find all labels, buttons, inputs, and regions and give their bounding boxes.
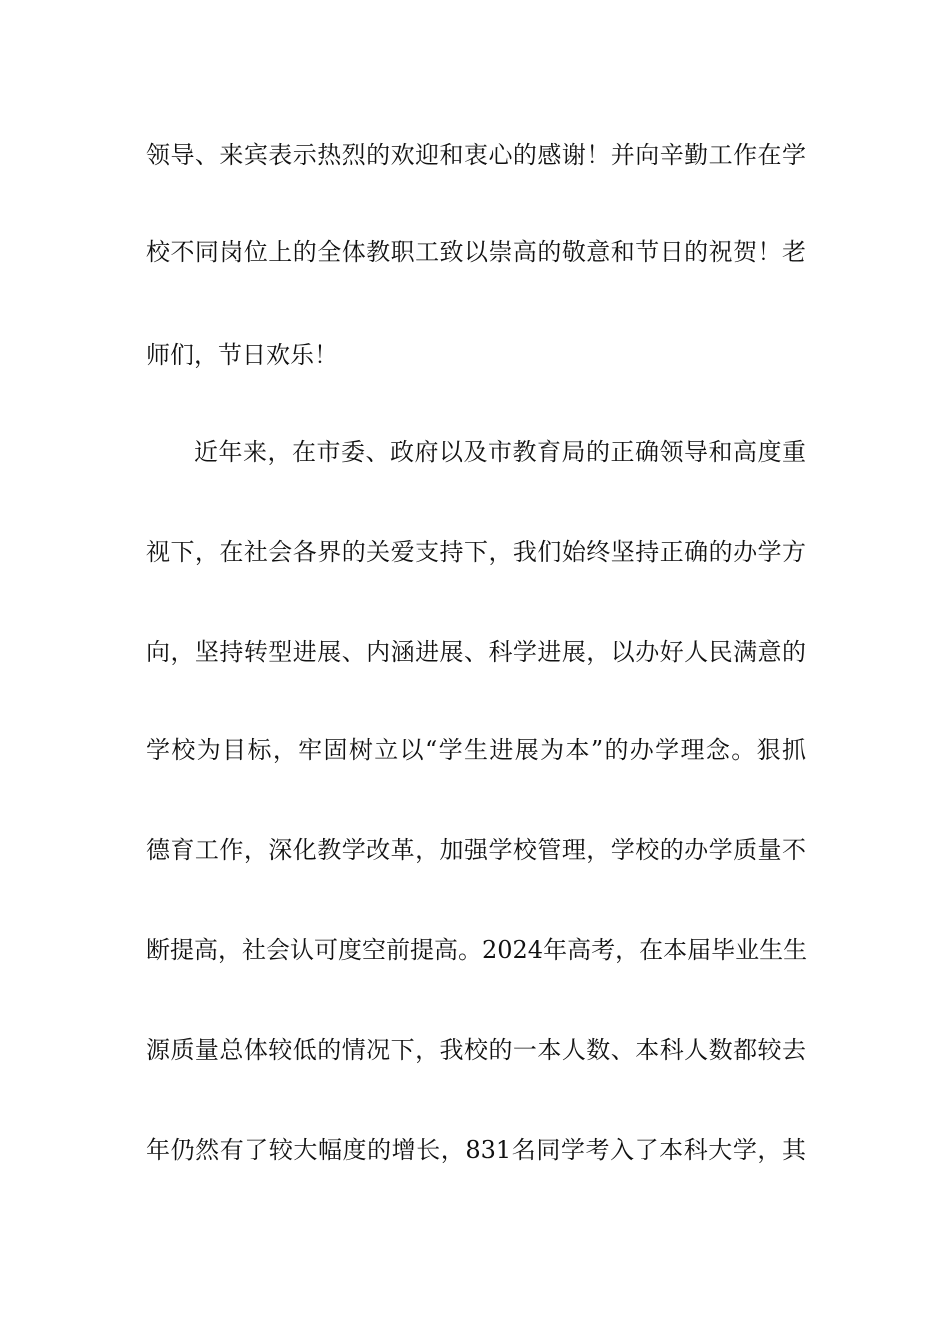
text-line-2: 校不同岗位上的全体教职工致以崇高的敬意和节日的祝贺！老	[146, 238, 806, 266]
text-line-7: 学校为目标，牢固树立以“学生进展为本”的办学理念。狠抓	[146, 736, 806, 764]
text-line-6: 向，坚持转型进展、内涵进展、科学进展，以办好人民满意的	[146, 638, 806, 666]
text-line-8: 德育工作，深化教学改革，加强学校管理，学校的办学质量不	[146, 836, 806, 864]
text-line-1: 领导、来宾表示热烈的欢迎和衷心的感谢！并向辛勤工作在学	[146, 141, 806, 169]
text-line-9: 断提高，社会认可度空前提高。2024年高考，在本届毕业生生	[146, 936, 808, 964]
text-line-5: 视下，在社会各界的关爱支持下，我们始终坚持正确的办学方	[146, 538, 806, 566]
text-line-10: 源质量总体较低的情况下，我校的一本人数、本科人数都较去	[146, 1036, 806, 1064]
text-line-11: 年仍然有了较大幅度的增长，831名同学考入了本科大学，其	[146, 1136, 806, 1164]
text-line-3: 师们，节日欢乐！	[146, 341, 338, 369]
text-line-4: 近年来，在市委、政府以及市教育局的正确领导和高度重	[194, 438, 806, 466]
